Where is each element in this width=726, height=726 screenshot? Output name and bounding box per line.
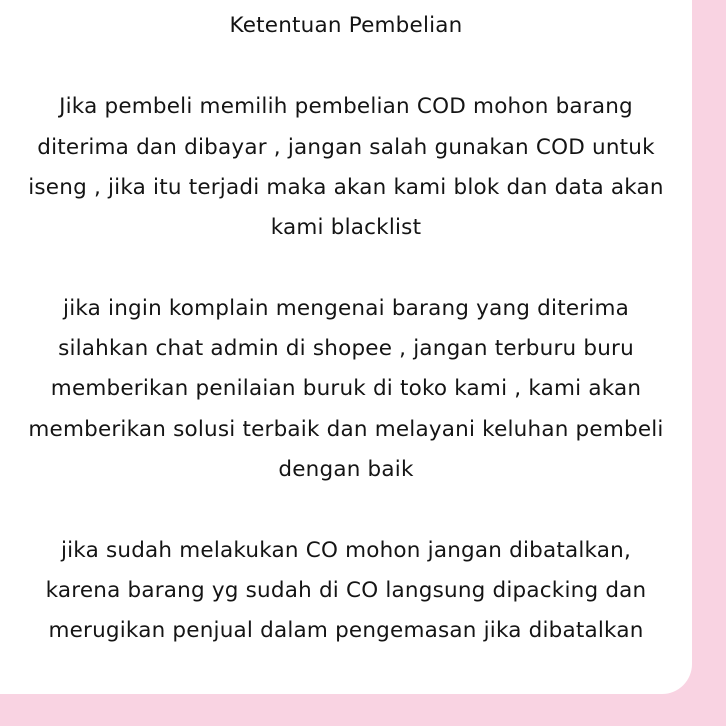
- paragraph-cod-line-2: diterima dan dibayar , jangan salah gunakan COD untuk: [37, 135, 655, 160]
- paragraph-complaint-line-4: memberikan solusi terbaik dan melayani keluhan pembeli: [28, 417, 664, 442]
- paragraph-complaint-line-3: memberikan penilaian buruk di toko kami , kami akan: [50, 376, 642, 401]
- paragraph-complaint-line-1: jika ingin komplain mengenai barang yang diterima: [63, 296, 629, 321]
- paragraph-cancel-line-1: jika sudah melakukan CO mohon jangan dibatalkan,: [60, 538, 632, 563]
- page-title: Ketentuan Pembelian: [229, 13, 463, 38]
- paragraph-complaint-line-2: silahkan chat admin di shopee , jangan terburu buru: [58, 336, 634, 361]
- paragraph-cancel-line-3: merugikan penjual dalam pengemasan jika dibatalkan: [48, 618, 644, 643]
- paragraph-cod-line-4: kami blacklist: [270, 215, 422, 240]
- paragraph-cancel-line-2: karena barang yg sudah di CO langsung dipacking dan: [45, 578, 647, 603]
- paragraph-complaint-line-5: dengan baik: [278, 457, 414, 482]
- paragraph-cod-line-3: iseng , jika itu terjadi maka akan kami blok dan data akan: [28, 175, 664, 200]
- paragraph-cod-line-1: Jika pembeli memilih pembelian COD mohon barang: [59, 94, 633, 119]
